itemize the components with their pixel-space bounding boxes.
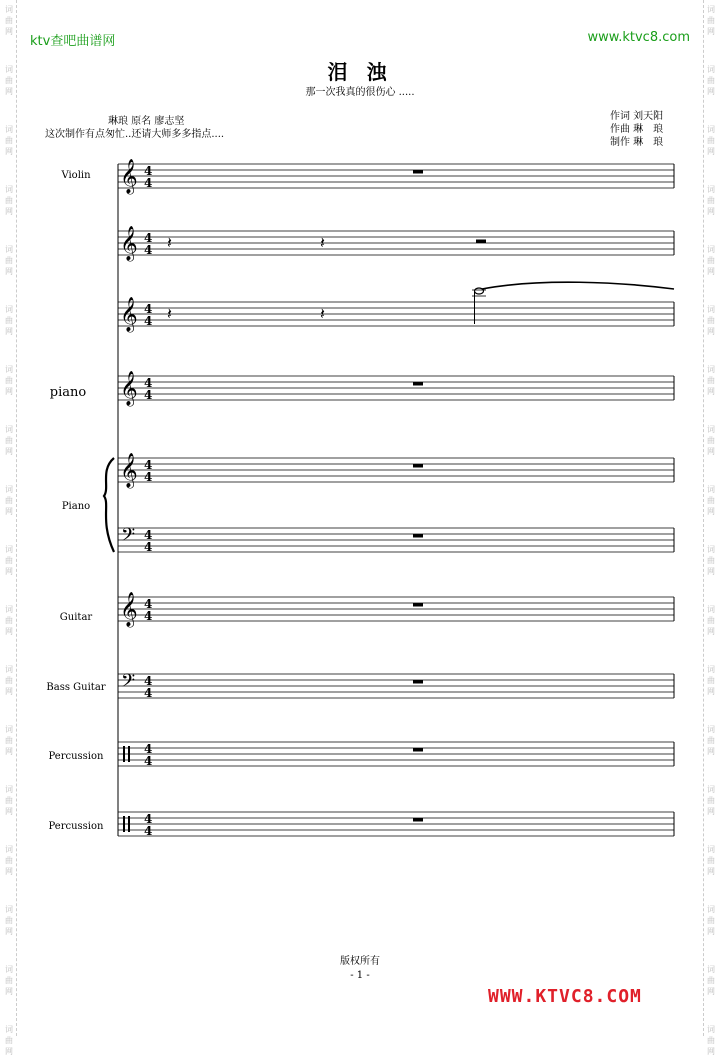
watermark-glyph-left: 词 曲 网 <box>5 185 13 216</box>
half-rest <box>476 240 486 244</box>
instrument-label-percussion-2: Percussion <box>48 821 104 832</box>
instrument-label-percussion-1: Percussion <box>48 751 104 762</box>
quarter-rest: 𝄽 <box>320 304 325 323</box>
watermark-glyph-left: 词 曲 网 <box>5 5 13 36</box>
tie-slur <box>482 282 674 289</box>
time-signature-bottom: 4 <box>144 176 153 190</box>
time-signature-bottom: 4 <box>144 824 153 838</box>
treble-clef-icon: 𝄞 <box>120 159 138 194</box>
arranger-note-1: 琳琅 原名 廖志坚 <box>108 116 185 127</box>
whole-rest <box>413 382 423 386</box>
bass-clef-icon: 𝄢 <box>121 671 136 696</box>
watermark-glyph-right: 词 曲 网 <box>707 185 715 216</box>
watermark-glyph-left: 词 曲 网 <box>5 665 13 696</box>
whole-rest <box>413 534 423 538</box>
watermark-glyph-right: 词 曲 网 <box>707 5 715 36</box>
time-signature-bottom: 4 <box>144 754 153 768</box>
watermark-glyph-right: 词 曲 网 <box>707 245 715 276</box>
watermark-glyph-right: 词 曲 网 <box>707 725 715 756</box>
percussion-clef-icon <box>123 746 125 762</box>
watermark-glyph-left: 词 曲 网 <box>5 1025 13 1056</box>
footer-url-logo[interactable]: WWW.KTVC8.COM <box>488 986 642 1007</box>
watermark-glyph-left: 词 曲 网 <box>5 305 13 336</box>
instrument-label-guitar: Guitar <box>59 612 93 623</box>
watermark-glyph-left: 词 曲 网 <box>5 425 13 456</box>
time-signature-bottom: 4 <box>144 243 153 257</box>
watermark-glyph-right: 词 曲 网 <box>707 605 715 636</box>
time-signature-top: 4 <box>144 231 153 245</box>
time-signature-bottom: 4 <box>144 540 153 554</box>
watermark-glyph-right: 词 曲 网 <box>707 785 715 816</box>
treble-clef-icon: 𝄞 <box>120 226 138 261</box>
watermark-glyph-right: 词 曲 网 <box>707 305 715 336</box>
song-subtitle: 那一次我真的很伤心 ..... <box>305 87 415 98</box>
watermark-glyph-left: 词 曲 网 <box>5 485 13 516</box>
whole-rest <box>413 464 423 468</box>
watermark-glyph-left: 词 曲 网 <box>5 125 13 156</box>
time-signature-top: 4 <box>144 528 153 542</box>
credit-producer: 制作 琳 琅 <box>610 137 664 148</box>
whole-rest <box>413 603 423 607</box>
time-signature-top: 4 <box>144 302 153 316</box>
quarter-rest: 𝄽 <box>167 233 172 252</box>
time-signature-top: 4 <box>144 597 153 611</box>
watermark-glyph-left: 词 曲 网 <box>5 65 13 96</box>
time-signature-bottom: 4 <box>144 686 153 700</box>
watermark-glyph-left: 词 曲 网 <box>5 605 13 636</box>
treble-clef-icon: 𝄞 <box>120 453 138 488</box>
credit-lyrics: 作词 刘天阳 <box>610 111 664 122</box>
whole-rest <box>413 680 423 684</box>
watermark-glyph-right: 词 曲 网 <box>707 485 715 516</box>
percussion-clef-icon <box>123 816 125 832</box>
instrument-label-piano: Piano <box>61 501 91 512</box>
watermark-glyph-left: 词 曲 网 <box>5 785 13 816</box>
watermark-glyph-right: 词 曲 网 <box>707 905 715 936</box>
grand-staff-brace <box>104 458 114 552</box>
watermark-glyph-left: 词 曲 网 <box>5 245 13 276</box>
copyright-text: 版权所有 <box>340 956 380 967</box>
whole-rest <box>413 748 423 752</box>
watermark-glyph-left: 词 曲 网 <box>5 965 13 996</box>
percussion-clef-icon <box>128 816 130 832</box>
whole-rest <box>413 818 423 822</box>
time-signature-bottom: 4 <box>144 609 153 623</box>
time-signature-top: 4 <box>144 458 153 472</box>
watermark-glyph-right: 词 曲 网 <box>707 845 715 876</box>
treble-clef-icon: 𝄞 <box>120 592 138 627</box>
time-signature-top: 4 <box>144 376 153 390</box>
watermark-glyph-right: 词 曲 网 <box>707 665 715 696</box>
bass-clef-icon: 𝄢 <box>121 525 136 550</box>
time-signature-top: 4 <box>144 742 153 756</box>
treble-clef-icon: 𝄞 <box>120 297 138 332</box>
watermark-glyph-right: 词 曲 网 <box>707 365 715 396</box>
song-title: 泪 浊 <box>327 60 393 84</box>
watermark-glyph-right: 词 曲 网 <box>707 1025 715 1056</box>
watermark-glyph-left: 词 曲 网 <box>5 845 13 876</box>
percussion-clef-icon <box>128 746 130 762</box>
site-url-right[interactable]: www.ktvc8.com <box>587 30 690 45</box>
watermark-glyph-left: 词 曲 网 <box>5 905 13 936</box>
instrument-label-piano-lower: piano <box>49 385 87 400</box>
watermark-glyph-right: 词 曲 网 <box>707 125 715 156</box>
time-signature-top: 4 <box>144 674 153 688</box>
watermark-glyph-right: 词 曲 网 <box>707 425 715 456</box>
quarter-rest: 𝄽 <box>320 233 325 252</box>
watermark-glyph-right: 词 曲 网 <box>707 545 715 576</box>
time-signature-top: 4 <box>144 164 153 178</box>
watermark-glyph-left: 词 曲 网 <box>5 545 13 576</box>
whole-rest <box>413 170 423 174</box>
watermark-glyph-right: 词 曲 网 <box>707 965 715 996</box>
time-signature-bottom: 4 <box>144 388 153 402</box>
quarter-rest: 𝄽 <box>167 304 172 323</box>
instrument-label-bass-guitar: Bass Guitar <box>46 682 106 693</box>
site-name-left[interactable]: ktv查吧曲谱网 <box>30 34 116 49</box>
page-number: - 1 - <box>350 970 370 981</box>
instrument-label-violin: Violin <box>61 170 91 181</box>
watermark-glyph-right: 词 曲 网 <box>707 65 715 96</box>
time-signature-bottom: 4 <box>144 314 153 328</box>
time-signature-bottom: 4 <box>144 470 153 484</box>
treble-clef-icon: 𝄞 <box>120 371 138 406</box>
watermark-glyph-left: 词 曲 网 <box>5 365 13 396</box>
arranger-note-2: 这次制作有点匆忙..还请大师多多指点.... <box>45 129 225 140</box>
time-signature-top: 4 <box>144 812 153 826</box>
credit-music: 作曲 琳 琅 <box>610 124 664 135</box>
watermark-glyph-left: 词 曲 网 <box>5 725 13 756</box>
